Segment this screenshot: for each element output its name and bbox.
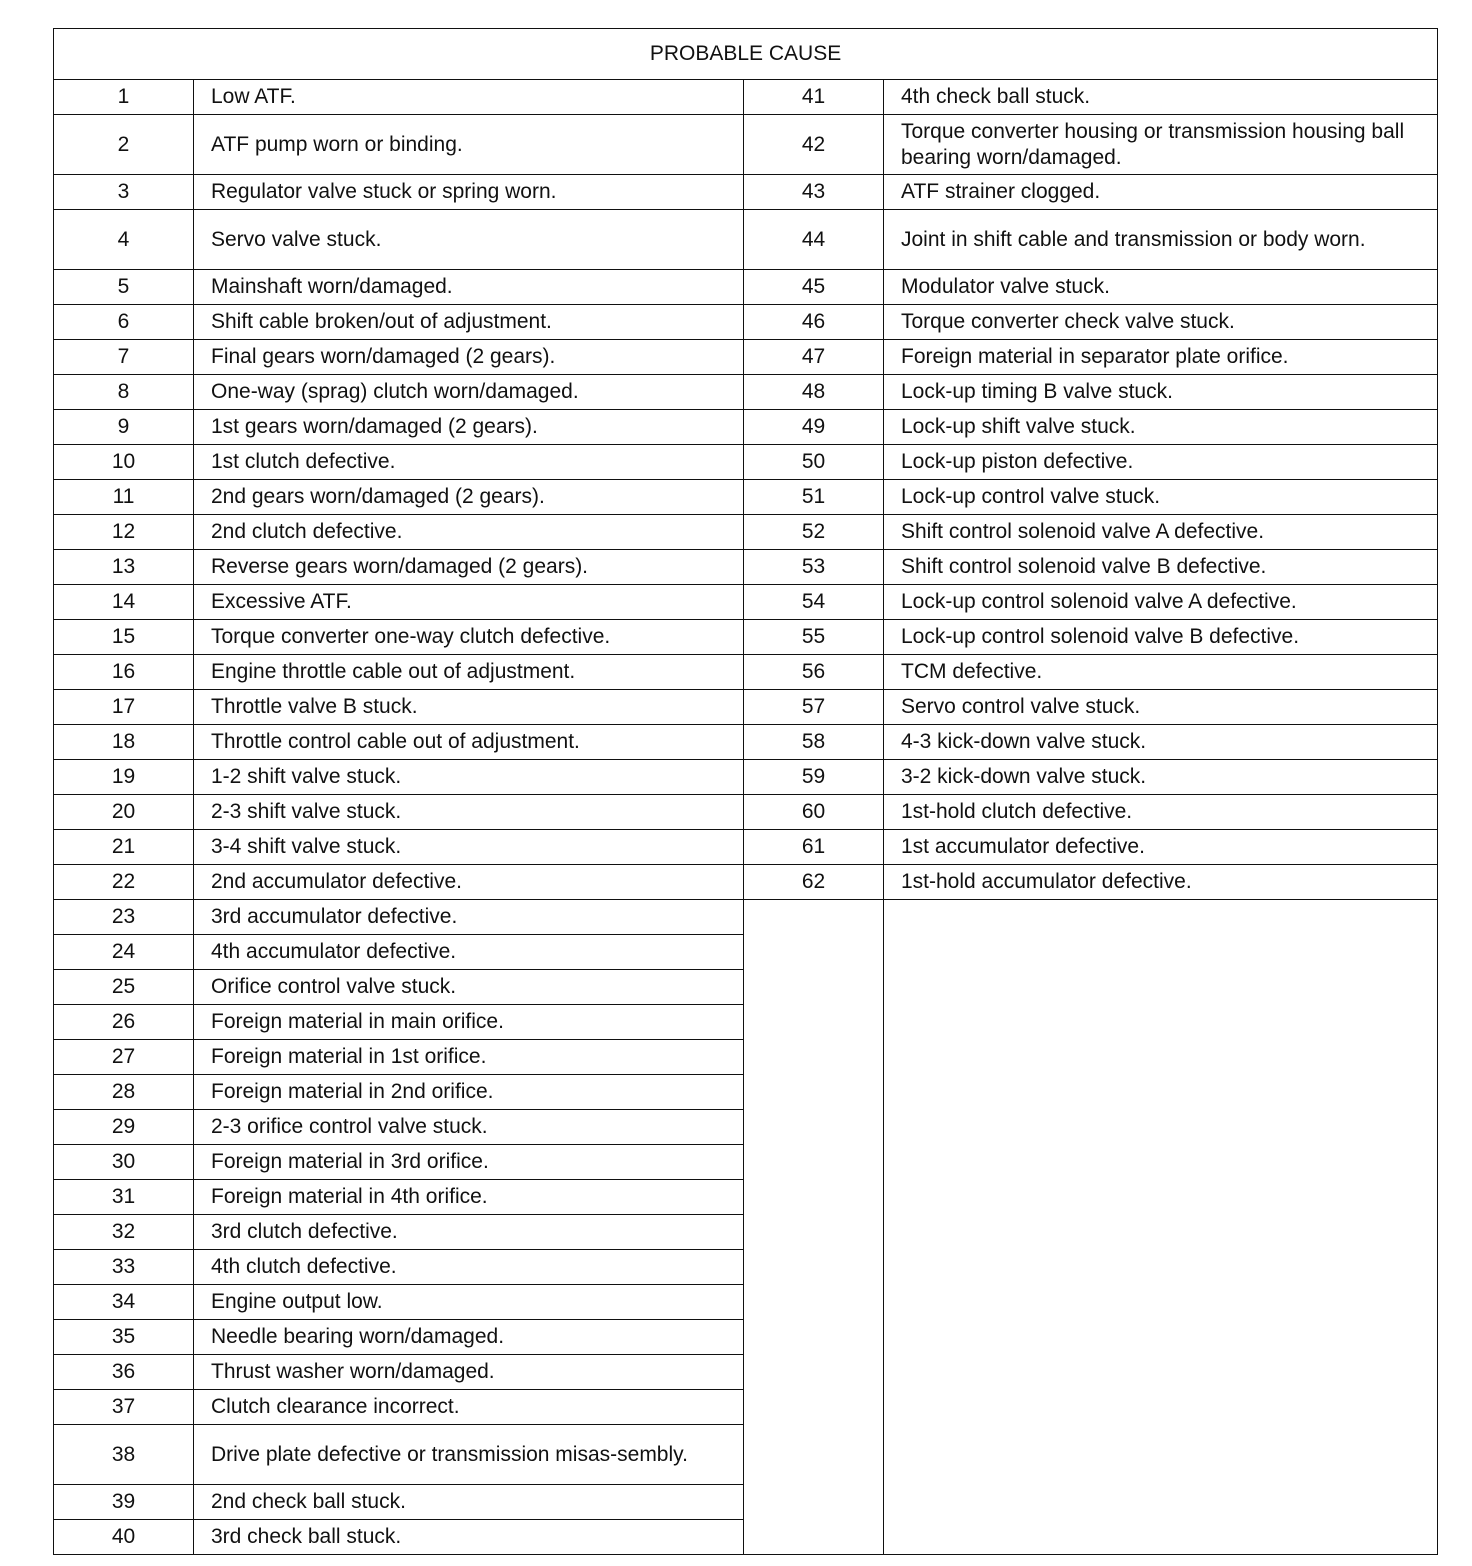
cause-number: 3 xyxy=(54,175,194,210)
table-row xyxy=(54,480,1438,515)
cause-text: Mainshaft worn/damaged. xyxy=(194,270,744,305)
cause-number: 28 xyxy=(54,1075,194,1110)
cause-number: 24 xyxy=(54,935,194,970)
cause-text: Torque converter one-way clutch defective. xyxy=(194,620,744,655)
cause-number: 60 xyxy=(744,795,884,830)
cause-text: Torque converter housing or transmission housing ball bearing worn/damaged. xyxy=(884,115,1438,175)
cause-text: 1st gears worn/damaged (2 gears). xyxy=(194,410,744,445)
cause-number: 57 xyxy=(744,690,884,725)
cause-number: 14 xyxy=(54,585,194,620)
cause-number: 5 xyxy=(54,270,194,305)
cause-number: 53 xyxy=(744,550,884,585)
table-row xyxy=(54,410,1438,445)
cause-text: 2nd check ball stuck. xyxy=(194,1485,744,1520)
cause-number: 37 xyxy=(54,1390,194,1425)
cause-text: 4-3 kick-down valve stuck. xyxy=(884,725,1438,760)
cause-number: 52 xyxy=(744,515,884,550)
cause-number: 56 xyxy=(744,655,884,690)
cause-text: Foreign material in main orifice. xyxy=(194,1005,744,1040)
cause-number: 22 xyxy=(54,865,194,900)
cause-number: 9 xyxy=(54,410,194,445)
cause-text: One-way (sprag) clutch worn/damaged. xyxy=(194,375,744,410)
cause-text: Foreign material in separator plate orifice. xyxy=(884,340,1438,375)
cause-text: 2nd accumulator defective. xyxy=(194,865,744,900)
cause-number: 16 xyxy=(54,655,194,690)
cause-number: 40 xyxy=(54,1520,194,1555)
table-row xyxy=(54,175,1438,210)
table-row xyxy=(54,550,1438,585)
cause-number: 50 xyxy=(744,445,884,480)
cause-number: 35 xyxy=(54,1320,194,1355)
cause-number: 46 xyxy=(744,305,884,340)
cause-text: Thrust washer worn/damaged. xyxy=(194,1355,744,1390)
cause-text: Lock-up control solenoid valve A defective. xyxy=(884,585,1438,620)
table-row xyxy=(54,725,1438,760)
cause-number: 26 xyxy=(54,1005,194,1040)
empty-cell xyxy=(744,900,884,1555)
cause-number: 29 xyxy=(54,1110,194,1145)
cause-number: 62 xyxy=(744,865,884,900)
cause-number: 31 xyxy=(54,1180,194,1215)
cause-number: 61 xyxy=(744,830,884,865)
cause-text: Reverse gears worn/damaged (2 gears). xyxy=(194,550,744,585)
cause-text: Foreign material in 4th orifice. xyxy=(194,1180,744,1215)
cause-text: 3-2 kick-down valve stuck. xyxy=(884,760,1438,795)
cause-text: Shift control solenoid valve A defective. xyxy=(884,515,1438,550)
cause-text: Modulator valve stuck. xyxy=(884,270,1438,305)
cause-text: Lock-up shift valve stuck. xyxy=(884,410,1438,445)
cause-number: 48 xyxy=(744,375,884,410)
cause-number: 41 xyxy=(744,80,884,115)
table-row xyxy=(54,865,1438,900)
cause-text: 2nd clutch defective. xyxy=(194,515,744,550)
cause-text: Throttle valve B stuck. xyxy=(194,690,744,725)
cause-text: 3rd check ball stuck. xyxy=(194,1520,744,1555)
cause-number: 55 xyxy=(744,620,884,655)
cause-number: 18 xyxy=(54,725,194,760)
cause-number: 43 xyxy=(744,175,884,210)
cause-text: 4th accumulator defective. xyxy=(194,935,744,970)
cause-text: Shift control solenoid valve B defective. xyxy=(884,550,1438,585)
cause-number: 44 xyxy=(744,210,884,270)
table-row xyxy=(54,210,1438,270)
cause-number: 10 xyxy=(54,445,194,480)
cause-text: Low ATF. xyxy=(194,80,744,115)
cause-text: 1st accumulator defective. xyxy=(884,830,1438,865)
table-row xyxy=(54,830,1438,865)
cause-text: 2-3 shift valve stuck. xyxy=(194,795,744,830)
cause-number: 27 xyxy=(54,1040,194,1075)
cause-number: 20 xyxy=(54,795,194,830)
cause-text: 3rd accumulator defective. xyxy=(194,900,744,935)
cause-text: Foreign material in 3rd orifice. xyxy=(194,1145,744,1180)
cause-number: 45 xyxy=(744,270,884,305)
cause-number: 11 xyxy=(54,480,194,515)
cause-text: Foreign material in 2nd orifice. xyxy=(194,1075,744,1110)
cause-text: Lock-up control valve stuck. xyxy=(884,480,1438,515)
cause-number: 34 xyxy=(54,1285,194,1320)
cause-number: 1 xyxy=(54,80,194,115)
cause-number: 19 xyxy=(54,760,194,795)
table-row xyxy=(54,305,1438,340)
cause-text: Servo control valve stuck. xyxy=(884,690,1438,725)
cause-text: Regulator valve stuck or spring worn. xyxy=(194,175,744,210)
cause-number: 25 xyxy=(54,970,194,1005)
cause-text: Shift cable broken/out of adjustment. xyxy=(194,305,744,340)
cause-number: 36 xyxy=(54,1355,194,1390)
table-title: PROBABLE CAUSE xyxy=(54,29,1438,80)
probable-cause-table xyxy=(53,28,1438,1555)
table-row xyxy=(54,115,1438,175)
table-row xyxy=(54,445,1438,480)
cause-number: 39 xyxy=(54,1485,194,1520)
table-row xyxy=(54,375,1438,410)
table-row xyxy=(54,80,1438,115)
cause-text: 4th check ball stuck. xyxy=(884,80,1438,115)
cause-text: 1st-hold accumulator defective. xyxy=(884,865,1438,900)
cause-text: 3-4 shift valve stuck. xyxy=(194,830,744,865)
table-row xyxy=(54,340,1438,375)
cause-number: 6 xyxy=(54,305,194,340)
cause-number: 2 xyxy=(54,115,194,175)
cause-text: 3rd clutch defective. xyxy=(194,1215,744,1250)
cause-text: Foreign material in 1st orifice. xyxy=(194,1040,744,1075)
cause-number: 12 xyxy=(54,515,194,550)
cause-text: Needle bearing worn/damaged. xyxy=(194,1320,744,1355)
cause-number: 42 xyxy=(744,115,884,175)
table-row xyxy=(54,795,1438,830)
table-row xyxy=(54,515,1438,550)
cause-text: Lock-up piston defective. xyxy=(884,445,1438,480)
cause-text: Final gears worn/damaged (2 gears). xyxy=(194,340,744,375)
cause-text: Throttle control cable out of adjustment. xyxy=(194,725,744,760)
cause-number: 23 xyxy=(54,900,194,935)
cause-number: 17 xyxy=(54,690,194,725)
cause-text: 1-2 shift valve stuck. xyxy=(194,760,744,795)
cause-text: Excessive ATF. xyxy=(194,585,744,620)
cause-number: 21 xyxy=(54,830,194,865)
table-row xyxy=(54,270,1438,305)
cause-number: 59 xyxy=(744,760,884,795)
cause-text: Servo valve stuck. xyxy=(194,210,744,270)
table-row xyxy=(54,655,1438,690)
cause-text: 2-3 orifice control valve stuck. xyxy=(194,1110,744,1145)
cause-number: 13 xyxy=(54,550,194,585)
table-row xyxy=(54,620,1438,655)
cause-number: 15 xyxy=(54,620,194,655)
cause-text: Orifice control valve stuck. xyxy=(194,970,744,1005)
cause-number: 49 xyxy=(744,410,884,445)
cause-number: 51 xyxy=(744,480,884,515)
table-row xyxy=(54,900,1438,935)
cause-text: Lock-up timing B valve stuck. xyxy=(884,375,1438,410)
empty-cell xyxy=(884,900,1438,1555)
cause-number: 8 xyxy=(54,375,194,410)
cause-text: Torque converter check valve stuck. xyxy=(884,305,1438,340)
cause-text: 1st clutch defective. xyxy=(194,445,744,480)
cause-text: 2nd gears worn/damaged (2 gears). xyxy=(194,480,744,515)
cause-number: 33 xyxy=(54,1250,194,1285)
cause-text: Clutch clearance incorrect. xyxy=(194,1390,744,1425)
cause-number: 47 xyxy=(744,340,884,375)
cause-text: 4th clutch defective. xyxy=(194,1250,744,1285)
table-row xyxy=(54,585,1438,620)
cause-number: 58 xyxy=(744,725,884,760)
table-row xyxy=(54,690,1438,725)
cause-text: Joint in shift cable and transmission or body worn. xyxy=(884,210,1438,270)
cause-text: 1st-hold clutch defective. xyxy=(884,795,1438,830)
cause-number: 54 xyxy=(744,585,884,620)
cause-text: ATF strainer clogged. xyxy=(884,175,1438,210)
cause-text: Drive plate defective or transmission misas-sembly. xyxy=(194,1425,744,1485)
cause-text: Lock-up control solenoid valve B defective. xyxy=(884,620,1438,655)
cause-number: 7 xyxy=(54,340,194,375)
cause-text: TCM defective. xyxy=(884,655,1438,690)
cause-number: 32 xyxy=(54,1215,194,1250)
table-row xyxy=(54,760,1438,795)
cause-number: 4 xyxy=(54,210,194,270)
cause-text: Engine throttle cable out of adjustment. xyxy=(194,655,744,690)
cause-number: 30 xyxy=(54,1145,194,1180)
cause-text: Engine output low. xyxy=(194,1285,744,1320)
cause-number: 38 xyxy=(54,1425,194,1485)
cause-text: ATF pump worn or binding. xyxy=(194,115,744,175)
